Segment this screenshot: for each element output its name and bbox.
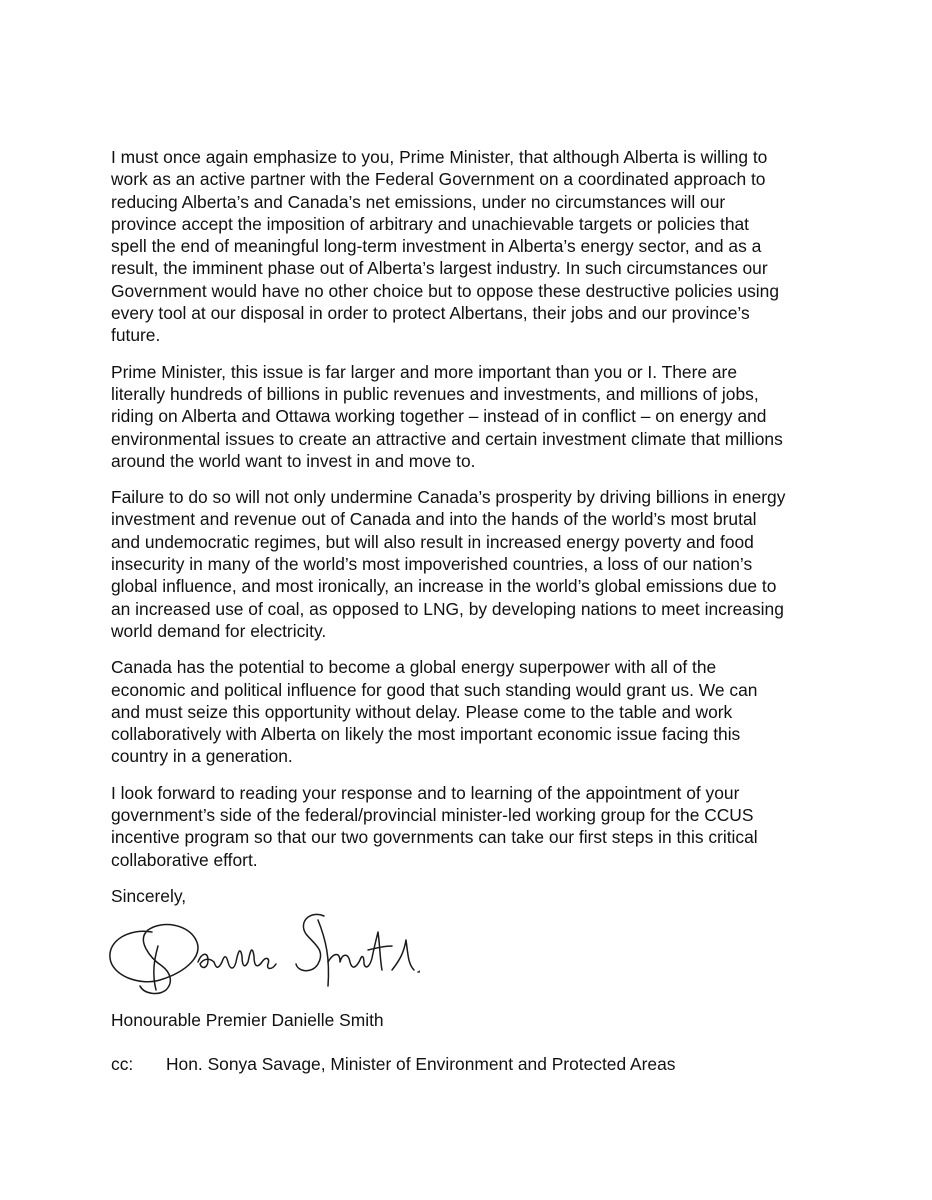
handwritten-signature: [100, 900, 420, 1000]
paragraph-1: I must once again emphasize to you, Prime Minister, that although Alberta is willing to work as an active partner with the Federal Government on a coordinated approach to reducing Alberta’s and Canada’s net emissions, under no circumstances will our province accept the imposition of arbitrary and unachievable targets or policies that spell the end of meaningful long-term investment in Alberta’s energy sector, and as a result, the imminent phase out of Alberta’s largest industry. In such circumstances our Government would have no other choice but to oppose these destructive policies using every tool at our disposal in order to protect Albertans, their jobs and our province’s future.: [111, 147, 780, 346]
signer-name: Honourable Premier Danielle Smith: [111, 1010, 384, 1030]
paragraph-2: Prime Minister, this issue is far larger and more important than you or I. There are literally hundreds of billions in public revenues and investments, and millions of jobs, riding on Alberta and Ottawa working together – instead of in conflict – on energy and environmental issues to create an attractive and certain investment climate that millions around the world want to invest in and move to.: [111, 361, 783, 471]
paragraph-3: Failure to do so will not only undermine Canada’s prosperity by driving billions in energy investment and revenue out of Canada and into the hands of the world’s most brutal and undemocratic regimes, but will also result in increased energy poverty and food insecurity in many of the world’s most impoverished countries, a loss of our nation’s global influence, and most ironically, an increase in the world’s global emissions due to an increased use of coal, as opposed to LNG, by developing nations to meet increasing world demand for electricity.: [111, 487, 786, 641]
closing: Sincerely,: [111, 885, 187, 906]
paragraph-4: Canada has the potential to become a global energy superpower with all of the economic and political influence for good that such standing would grant us. We can and must seize this opportunity without delay. Please come to the table and work collaboratively with Alberta on likely the most important economic issue facing this country in a generation.: [111, 657, 758, 767]
letter-body: [111, 146, 831, 921]
cc-label: cc:: [111, 1054, 134, 1074]
cc-recipient: Hon. Sonya Savage, Minister of Environment and Protected Areas: [166, 1054, 676, 1074]
paragraph-5: I look forward to reading your response and to learning of the appointment of your government’s side of the federal/provincial minister-led working group for the CCUS incentive program so that our two governments can take our first steps in this critical collaborative effort.: [111, 782, 758, 870]
cc-line: [111, 1053, 675, 1075]
